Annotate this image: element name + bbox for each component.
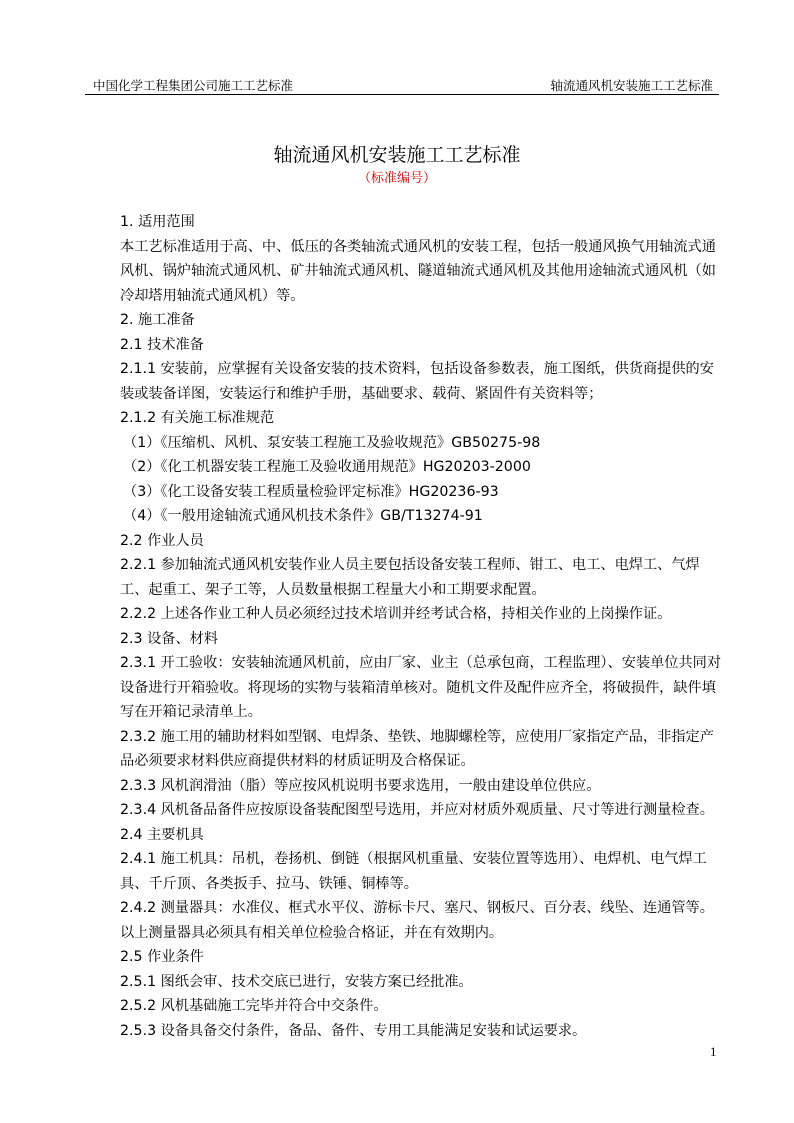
header-right: 轴流通风机安装施工工艺标准 [550,78,713,93]
paragraph: 2.2.2 上述各作业工种人员必须经过技术培训并经考试合格，持相关作业的上岗操作证。 [120,606,672,622]
paragraph: 2.5.1 图纸会审、技术交底已进行，安装方案已经批准。 [120,973,473,990]
subsection-heading: 2.3 设备、材料 [120,630,219,647]
paragraph: 2.3.2 施工用的辅助材料如型钢、电焊条、垫铁、地脚螺栓等，应使用厂家指定产品，非指定产品必须要求材料供应商提供材料的材质证明及合格保证。 [120,728,714,769]
section-heading: 1. 适用范围 [120,214,195,230]
paragraph: 2.5.2 风机基础施工完毕并符合中交条件。 [120,998,388,1014]
document-title: 轴流通风机安装施工工艺标准 [273,144,521,166]
paragraph: 2.4.1 施工机具：吊机，卷扬机、倒链（根据风机重量、安装位置等选用）、电焊机、电气焊工具、千斤顶、各类扳手、拉马、铁锤、铜棒等。 [120,851,707,892]
paragraph: 本工艺标准适用于高、中、低压的各类轴流式通风机的安装工程，包括一般通风换气用轴流式通风机、锅炉轴流式通风机、矿井轴流式通风机、隧道轴流式通风机及其他用途轴流式通风机（如冷却塔用轴流式通风机）等。 [120,238,716,304]
subsection-heading: 2.4 主要机具 [120,826,204,843]
list-item: （1）《压缩机、风机、泵安装工程施工及验收规范》GB50275-98 [123,434,541,451]
page-number: 1 [710,1044,717,1059]
paragraph: 2.3.4 风机备品备件应按原设备装配图型号选用，并应对材质外观质量、尺寸等进行测量检查。 [120,802,714,818]
subsection-heading: 2.5 作业条件 [120,949,204,965]
page-header [85,76,719,95]
section-heading: 2. 施工准备 [120,312,195,328]
paragraph: 2.1.1 安装前，应掌握有关设备安装的技术资料，包括设备参数表，施工图纸，供货商提供的安装或装备详图，安装运行和维护手册，基础要求、载荷、紧固件有关资料等； [120,361,714,402]
paragraph: 2.3.3 风机润滑油（脂）等应按风机说明书要求选用，一般由建设单位供应。 [120,777,601,794]
paragraph: 2.4.2 测量器具：水准仪、框式水平仪、游标卡尺、塞尺、钢板尺、百分表、线坠、连通管等。以上测量器具必须具有相关单位检验合格证，并在有效期内。 [120,900,714,941]
list-item: （3）《化工设备安装工程质量检验评定标准》HG20236-93 [123,483,499,500]
paragraph: 2.2.1 参加轴流式通风机安装作业人员主要包括设备安装工程师、钳工、电工、电焊工、气焊工、起重工、架子工等，人员数量根据工程量大小和工期要求配置。 [120,557,700,598]
list-item: （2）《化工机器安装工程施工及验收通用规范》HG20203-2000 [123,459,531,475]
subsection-heading: 2.1 技术准备 [120,336,204,353]
list-item: （4）《一般用途轴流式通风机技术条件》GB/T13274-91 [123,508,483,524]
document-body [86,210,722,1043]
header-left: 中国化学工程集团公司施工工艺标准 [93,78,294,93]
standard-number: （标准编号） [357,171,436,186]
subsection-heading: 2.2 作业人员 [120,532,204,549]
subsection-heading: 2.1.2 有关施工标准规范 [120,410,275,426]
paragraph: 2.3.1 开工验收：安装轴流通风机前，应由厂家、业主（总承包商，工程监理）、安装单位共同对设备进行开箱验收。将现场的实物与装箱清单核对。随机文件及配件应齐全，将破损件，缺件填写在开箱记录清单上。 [120,655,722,720]
paragraph: 2.5.3 设备具备交付条件，备品、备件、专用工具能满足安装和试运要求。 [120,1022,587,1039]
